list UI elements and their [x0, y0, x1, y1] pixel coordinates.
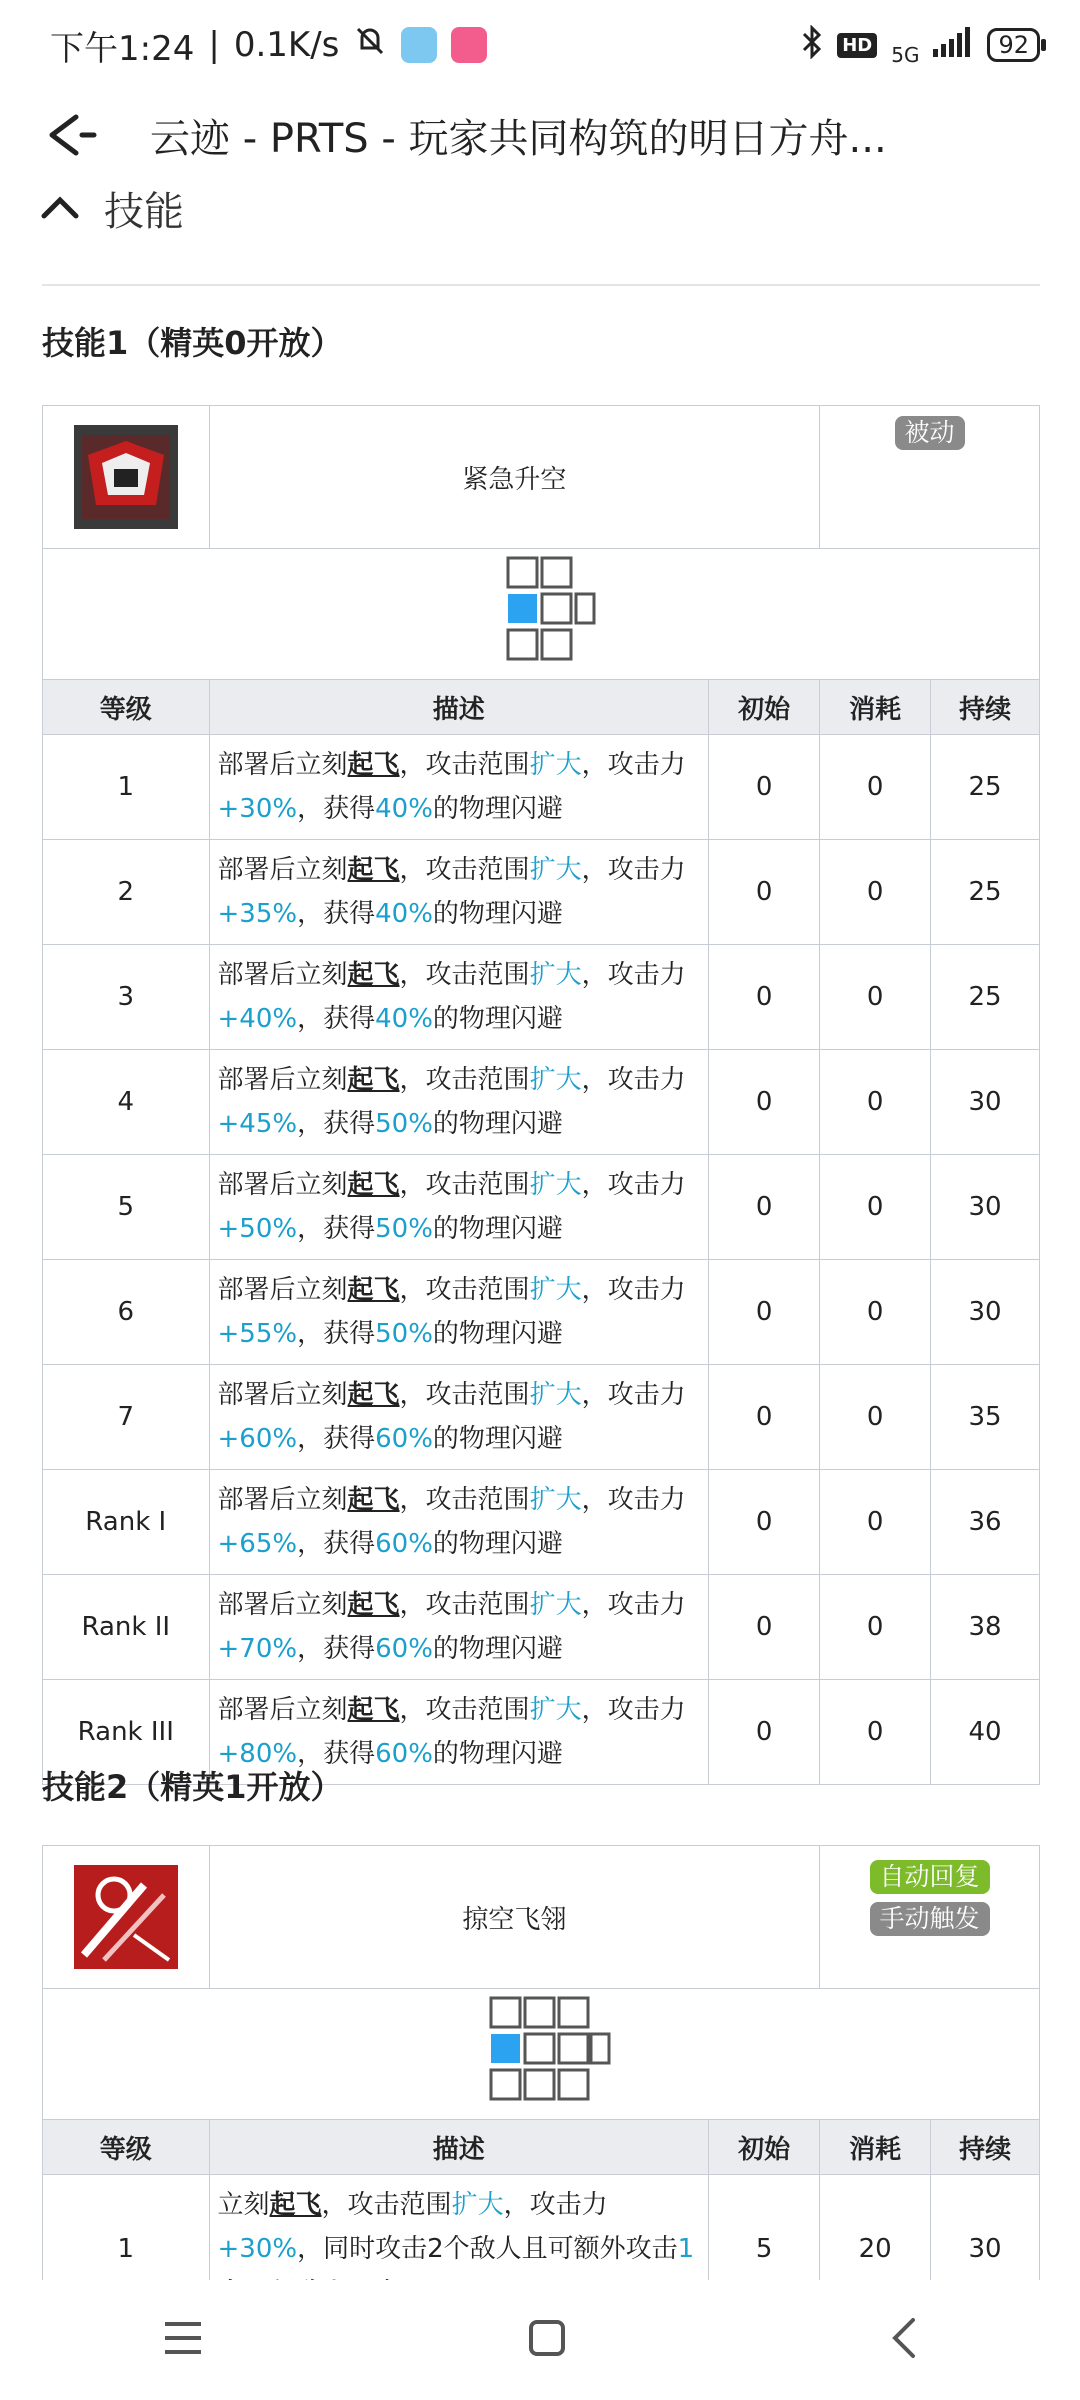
col-cost: 消耗 [820, 680, 931, 735]
row-level: 5 [43, 1155, 210, 1260]
dodge-value: 50% [375, 1214, 433, 1244]
signal-icon [933, 27, 973, 64]
row-init: 0 [709, 840, 820, 945]
hd-badge: HD [837, 33, 877, 58]
skill2-trigger-badge: 手动触发 [870, 1902, 990, 1936]
keyword-expand[interactable]: 扩大 [451, 2190, 504, 2220]
row-dur: 30 [931, 2175, 1040, 2324]
page-title: 云迹 - PRTS - 玩家共同构筑的明日方舟... [150, 115, 887, 162]
row-desc: 部署后立刻起飞，攻击范围扩大，攻击力 +70%，获得60%的物理闪避 [209, 1575, 709, 1680]
battery-indicator: 92 [987, 28, 1040, 62]
skill1-heading: 技能1（精英0开放） [42, 324, 343, 362]
row-level: Rank III [43, 1680, 210, 1785]
attack-range-grid-2 [471, 1996, 611, 2106]
attack-range-grid [486, 556, 596, 666]
row-desc: 部署后立刻起飞，攻击范围扩大，攻击力 +80%，获得60%的物理闪避 [209, 1680, 709, 1785]
row-init: 0 [709, 1155, 820, 1260]
keyword-expand[interactable]: 扩大 [529, 1380, 582, 1410]
row-level: Rank II [43, 1575, 210, 1680]
section-title: 技能 [104, 189, 184, 235]
row-desc: 部署后立刻起飞，攻击范围扩大，攻击力 +35%，获得40%的物理闪避 [209, 840, 709, 945]
row-cost: 0 [820, 1260, 931, 1365]
keyword-expand[interactable]: 扩大 [529, 960, 582, 990]
skill1-info-row [43, 406, 1040, 549]
atk-value: +45% [217, 1109, 298, 1139]
row-level: 6 [43, 1260, 210, 1365]
back-button[interactable] [30, 95, 110, 175]
skill2-recovery-badge: 自动回复 [870, 1860, 990, 1894]
skill2-name: 掠空飞翎 [209, 1846, 820, 1989]
atk-value: +60% [217, 1424, 298, 1454]
skill2-table [42, 1845, 1040, 2324]
keyword-takeoff[interactable]: 起飞 [347, 1065, 400, 1095]
row-cost: 0 [820, 945, 931, 1050]
col-level: 等级 [43, 680, 210, 735]
network-label: 5G [891, 43, 920, 67]
dodge-value: 50% [375, 1319, 433, 1349]
mute-icon [353, 24, 387, 67]
app-notification-icon [401, 27, 437, 63]
keyword-expand[interactable]: 扩大 [529, 1170, 582, 1200]
atk-value: +80% [217, 1739, 298, 1769]
table-row [43, 1365, 1040, 1470]
row-desc: 部署后立刻起飞，攻击范围扩大，攻击力 +40%，获得40%的物理闪避 [209, 945, 709, 1050]
row-desc: 立刻起飞，攻击范围扩大，攻击力+30%，同时攻击2个敌人且可额外攻击1 [209, 2175, 709, 2324]
col-cost: 消耗 [820, 2120, 931, 2175]
table-row [43, 945, 1040, 1050]
skill2-range-row [43, 1989, 1040, 2120]
col-level: 等级 [43, 2120, 210, 2175]
skill1-range-row [43, 549, 1040, 680]
bluetooth-icon [801, 25, 823, 66]
row-dur: 30 [931, 1050, 1040, 1155]
status-time: 下午1:24 [50, 28, 195, 69]
dodge-value: 40% [375, 899, 433, 929]
row-cost: 0 [820, 1050, 931, 1155]
row-init: 0 [709, 735, 820, 840]
row-desc: 部署后立刻起飞，攻击范围扩大，攻击力 +65%，获得60%的物理闪避 [209, 1470, 709, 1575]
row-dur: 25 [931, 840, 1040, 945]
back-icon [889, 2316, 919, 2360]
row-dur: 30 [931, 1260, 1040, 1365]
bilibili-icon [451, 27, 487, 63]
atk-value: +55% [217, 1319, 298, 1349]
row-level: 3 [43, 945, 210, 1050]
row-level: 7 [43, 1365, 210, 1470]
col-init: 初始 [709, 680, 820, 735]
table-row [43, 1470, 1040, 1575]
menu-icon [161, 2318, 205, 2358]
row-init: 0 [709, 1680, 820, 1785]
col-desc: 描述 [209, 680, 709, 735]
keyword-takeoff[interactable]: 起飞 [347, 1275, 400, 1305]
row-desc: 部署后立刻起飞，攻击范围扩大，攻击力 +45%，获得50%的物理闪避 [209, 1050, 709, 1155]
skill2-heading: 技能2（精英1开放） [42, 1768, 343, 1806]
keyword-takeoff[interactable]: 起飞 [347, 960, 400, 990]
row-cost: 0 [820, 1470, 931, 1575]
keyword-expand[interactable]: 扩大 [529, 1590, 582, 1620]
skill1-icon [74, 425, 178, 529]
keyword-expand[interactable]: 扩大 [529, 1275, 582, 1305]
keyword-expand[interactable]: 扩大 [529, 1485, 582, 1515]
table-row [43, 1050, 1040, 1155]
row-init: 0 [709, 1575, 820, 1680]
dodge-value: 40% [375, 794, 433, 824]
table-row [43, 1260, 1040, 1365]
home-button[interactable] [527, 2318, 567, 2362]
home-icon [527, 2318, 567, 2358]
keyword-takeoff[interactable]: 起飞 [347, 1170, 400, 1200]
row-init: 0 [709, 1260, 820, 1365]
row-level: 2 [43, 840, 210, 945]
col-init: 初始 [709, 2120, 820, 2175]
row-init: 5 [709, 2175, 820, 2324]
navigation-bar [0, 2280, 1080, 2400]
row-init: 0 [709, 1050, 820, 1155]
row-desc: 部署后立刻起飞，攻击范围扩大，攻击力 +50%，获得50%的物理闪避 [209, 1155, 709, 1260]
dodge-value: 60% [375, 1529, 433, 1559]
atk-value: +70% [217, 1634, 298, 1664]
section-toggle[interactable] [40, 180, 184, 237]
row-init: 0 [709, 1365, 820, 1470]
row-dur: 30 [931, 1155, 1040, 1260]
row-init: 0 [709, 945, 820, 1050]
atk-value: +50% [217, 1214, 298, 1244]
skill2-info-row [43, 1846, 1040, 1989]
row-dur: 25 [931, 735, 1040, 840]
col-desc: 描述 [209, 2120, 709, 2175]
dodge-value: 60% [375, 1424, 433, 1454]
row-init: 0 [709, 1470, 820, 1575]
atk-value: +35% [217, 899, 298, 929]
keyword-takeoff[interactable]: 起飞 [347, 750, 400, 780]
keyword-expand[interactable]: 扩大 [529, 1065, 582, 1095]
skill1-rows [43, 735, 1040, 1785]
row-cost: 0 [820, 735, 931, 840]
row-level: 1 [43, 2175, 210, 2324]
chevron-up-icon [40, 186, 80, 232]
row-cost: 20 [820, 2175, 931, 2324]
row-dur: 35 [931, 1365, 1040, 1470]
nav-back-button[interactable] [889, 2316, 919, 2364]
row-dur: 38 [931, 1575, 1040, 1680]
col-dur: 持续 [931, 2120, 1040, 2175]
back-arrow-icon [42, 111, 98, 159]
row-level: 1 [43, 735, 210, 840]
dodge-value: 60% [375, 1739, 433, 1769]
keyword-takeoff[interactable]: 起飞 [269, 2190, 322, 2220]
row-level: Rank I [43, 1470, 210, 1575]
row-desc: 部署后立刻起飞，攻击范围扩大，攻击力 +30%，获得40%的物理闪避 [209, 735, 709, 840]
row-cost: 0 [820, 840, 931, 945]
status-bar: 下午1:24 | 0.1K/s HD 5G 92 [0, 0, 1080, 90]
row-dur: 36 [931, 1470, 1040, 1575]
skill1-type-badge: 被动 [895, 416, 965, 450]
row-cost: 0 [820, 1575, 931, 1680]
dodge-value: 50% [375, 1109, 433, 1139]
table-header-row [43, 2120, 1040, 2175]
keyword-expand[interactable]: 扩大 [529, 855, 582, 885]
keyword-takeoff[interactable]: 起飞 [347, 1485, 400, 1515]
table-row [43, 1575, 1040, 1680]
skill2-icon [74, 1865, 178, 1969]
row-cost: 0 [820, 1680, 931, 1785]
skill1-table [42, 405, 1040, 1785]
table-header-row [43, 680, 1040, 735]
col-dur: 持续 [931, 680, 1040, 735]
row-cost: 0 [820, 1365, 931, 1470]
keyword-expand[interactable]: 扩大 [529, 1695, 582, 1725]
dodge-value: 60% [375, 1634, 433, 1664]
section-divider [42, 284, 1040, 286]
atk-value: +65% [217, 1529, 298, 1559]
menu-button[interactable] [161, 2318, 205, 2362]
keyword-takeoff[interactable]: 起飞 [347, 1695, 400, 1725]
row-level: 4 [43, 1050, 210, 1155]
table-row [43, 840, 1040, 945]
dodge-value: 40% [375, 1004, 433, 1034]
table-row [43, 1155, 1040, 1260]
row-dur: 40 [931, 1680, 1040, 1785]
keyword-takeoff[interactable]: 起飞 [347, 1590, 400, 1620]
row-desc: 部署后立刻起飞，攻击范围扩大，攻击力 +60%，获得60%的物理闪避 [209, 1365, 709, 1470]
keyword-takeoff[interactable]: 起飞 [347, 1380, 400, 1410]
status-speed: 0.1K/s [233, 25, 340, 65]
top-bar [0, 95, 1080, 175]
atk-value: +30% [217, 794, 298, 824]
skill1-name: 紧急升空 [209, 406, 820, 549]
row-desc: 部署后立刻起飞，攻击范围扩大，攻击力 +55%，获得50%的物理闪避 [209, 1260, 709, 1365]
row-dur: 25 [931, 945, 1040, 1050]
atk-value: +40% [217, 1004, 298, 1034]
keyword-expand[interactable]: 扩大 [529, 750, 582, 780]
keyword-takeoff[interactable]: 起飞 [347, 855, 400, 885]
table-row [43, 735, 1040, 840]
row-cost: 0 [820, 1155, 931, 1260]
